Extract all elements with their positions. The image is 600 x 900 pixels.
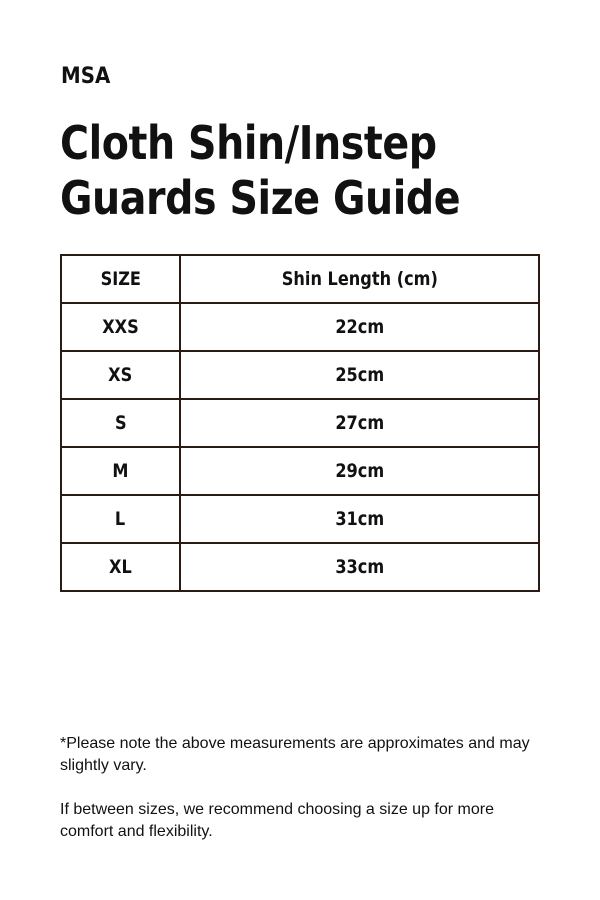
size-cell: S xyxy=(61,399,180,447)
length-cell: 25cm xyxy=(180,351,539,399)
table-row xyxy=(61,447,539,495)
length-cell: 29cm xyxy=(180,447,539,495)
page-title-line-2: Guards Size Guide xyxy=(60,171,461,225)
page-title xyxy=(60,116,460,226)
header-size: SIZE xyxy=(61,255,180,303)
table-row xyxy=(61,495,539,543)
length-cell: 22cm xyxy=(180,303,539,351)
size-cell: XS xyxy=(61,351,180,399)
length-cell: 31cm xyxy=(180,495,539,543)
table-row xyxy=(61,543,539,591)
size-cell: L xyxy=(61,495,180,543)
size-cell: XXS xyxy=(61,303,180,351)
table-row xyxy=(61,399,539,447)
length-cell: 33cm xyxy=(180,543,539,591)
table-header-row xyxy=(61,255,539,303)
sizing-recommendation: If between sizes, we recommend choosing a size up for more comfort and flexibility. xyxy=(60,801,494,840)
size-cell: M xyxy=(61,447,180,495)
table-row xyxy=(61,303,539,351)
measurement-disclaimer: *Please note the above measurements are approximates and may slightly vary. xyxy=(60,735,530,774)
size-guide-table xyxy=(60,254,540,592)
length-cell: 27cm xyxy=(180,399,539,447)
header-shin-length: Shin Length (cm) xyxy=(180,255,539,303)
page-title-line-1: Cloth Shin/Instep xyxy=(60,116,437,170)
brand-logo: MSA xyxy=(61,64,111,89)
table-row xyxy=(61,351,539,399)
size-cell: XL xyxy=(61,543,180,591)
